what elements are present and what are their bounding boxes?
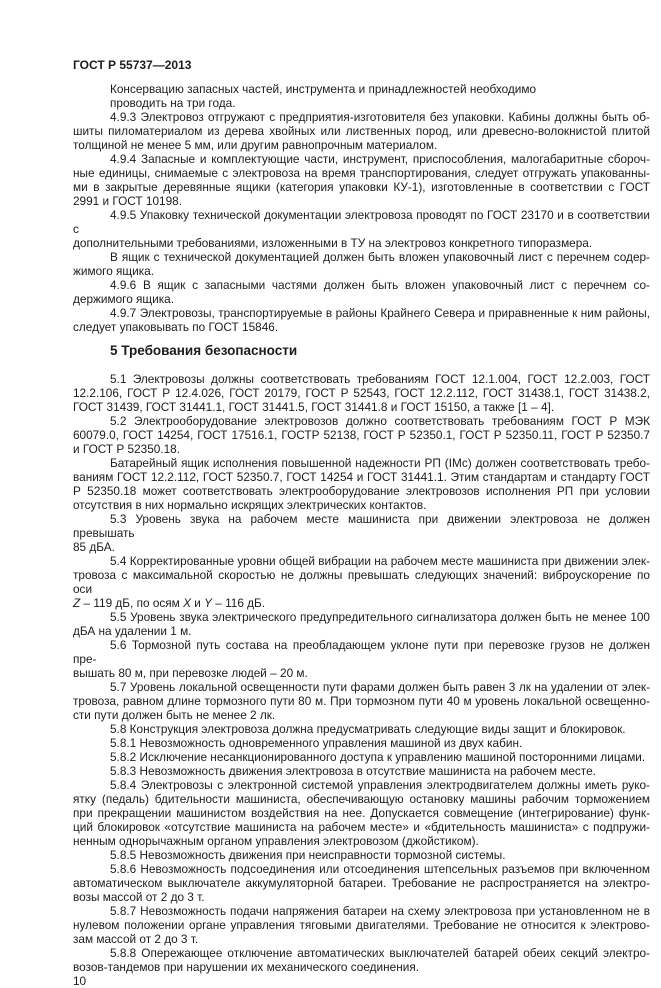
paragraph xyxy=(73,456,650,512)
paragraph xyxy=(73,250,650,278)
text-line: 5.8.8 Опережающее отключение автоматических выключателей батарей обеих секций электро- xyxy=(110,946,650,960)
text-line: 4.9.5 Упаковку технической документации электровоза проводят по ГОСТ 23170 и в соответствии с xyxy=(73,208,650,236)
text-line: шиты пиломатериалом из дерева хвойных или лиственных пород, или древесно-волокнистой плитой xyxy=(73,124,650,138)
paragraph xyxy=(73,554,650,610)
paragraph xyxy=(73,904,650,946)
text-line: 85 дБА. xyxy=(73,540,115,554)
paragraph xyxy=(73,414,650,456)
text-line: и ГОСТ Р 52350.18. xyxy=(73,442,181,456)
text-line: дополнительными требованиями, изложенными в ТУ на электровоз конкретного типоразмера. xyxy=(73,236,593,250)
document-body xyxy=(73,82,650,974)
text-line: дБА на удалении 1 м. xyxy=(73,624,192,638)
text-line: ций блокировок «отсутствие машиниста на рабочем месте» и «бдительность машиниста» с подпружи- xyxy=(73,820,650,834)
text-line: возы массой от 2 до 3 т. xyxy=(73,890,205,904)
text-line: 5.8.5 Невозможность движения при неисправности тормозной системы. xyxy=(110,848,506,862)
section-heading: 5 Требования безопасности xyxy=(110,343,298,358)
text-line: толщиной не менее 5 мм, или другим равнопрочным материалом. xyxy=(73,138,438,152)
paragraph xyxy=(73,946,650,974)
paragraph xyxy=(73,736,650,750)
text-line: 5.6 Тормозной путь состава на преобладающем уклоне пути при перевозке грузов не должен пре- xyxy=(73,638,650,666)
text-line: 4.9.6 В ящик с запасными частями должен быть вложен упаковочный лист с перечнем со- xyxy=(110,278,650,292)
paragraph xyxy=(73,110,650,152)
paragraph xyxy=(73,512,650,554)
text-line: 5.8.7 Невозможность подачи напряжения батареи на схему электровоза при установленном не в xyxy=(110,904,650,918)
text-line: тровоза, равном длине тормозного пути 80 м. При тормозном пути 40 м уровень локальной освещенно- xyxy=(73,694,650,708)
text-line: тровоза с максимальной скоростью не должны превышать следующих значений: виброускорение по оси xyxy=(73,568,650,596)
text-line: 5.8 Конструкция электровоза должна предусматривать следующие виды защит и блокировок. xyxy=(110,722,626,736)
paragraph xyxy=(73,750,650,764)
text-line: держимого ящика. xyxy=(73,292,174,306)
paragraph xyxy=(73,610,650,638)
text-line: 4.9.4 Запасные и комплектующие части, инструмент, приспособления, малогабаритные сбороч- xyxy=(110,152,650,166)
text-line: 5.2 Электрооборудование электровозов должно соответствовать требованиям ГОСТ Р МЭК xyxy=(110,414,650,428)
text-line: 5.8.1 Невозможность одновременного управления машиной из двух кабин. xyxy=(110,736,523,750)
paragraph xyxy=(73,848,650,862)
text-line: 5.7 Уровень локальной освещенности пути фарами должен быть равен 3 лк на удалении от элек- xyxy=(110,680,650,694)
text-line: ятку (педаль) бдительности машиниста, обеспечивающую остановку машины рабочим торможением xyxy=(73,792,650,806)
page-number: 10 xyxy=(73,974,87,988)
paragraph xyxy=(73,82,650,110)
paragraph xyxy=(73,778,650,848)
text-line: ваниям ГОСТ 12.2.112, ГОСТ 52350.7, ГОСТ 14254 и ГОСТ 31441.1. Этим стандартам и стандарту ГОСТ xyxy=(73,470,650,484)
text-line: 60079.0, ГОСТ 14254, ГОСТ 17516.1, ГОСТР 52138, ГОСТ Р 52350.1, ГОСТ Р 52350.11, ГОСТ Р 52350.7 xyxy=(73,428,650,442)
paragraph xyxy=(73,862,650,904)
text-line: возов-тандемов при нарушении их механического соединения. xyxy=(73,960,419,974)
text-line: при прекращении машинистом воздействия на нее. Допускается совмещение (интегрирование) функ- xyxy=(73,806,650,820)
text-line: ненным однорычажным органом управления электровозом (джойстиком). xyxy=(73,834,479,848)
text-line: жимого ящика. xyxy=(73,264,154,278)
paragraph xyxy=(73,638,650,680)
paragraph xyxy=(73,278,650,306)
text-line: отсутствия в них нормально искрящих электрических контактов. xyxy=(73,498,427,512)
text-line: 12.2.106, ГОСТ Р 12.4.026, ГОСТ 20179, ГОСТ Р 52543, ГОСТ 12.2.112, ГОСТ 31438.1, ГОСТ 31438.2, xyxy=(73,386,650,400)
text-line: следует упаковывать по ГОСТ 15846. xyxy=(73,320,279,334)
text-line: вышать 80 м, при перевозке людей – 20 м. xyxy=(73,666,308,680)
text-line: 5.1 Электровозы должны соответствовать требованиям ГОСТ 12.1.004, ГОСТ 12.2.003, ГОСТ xyxy=(110,372,650,386)
text-line: 4.9.3 Электровоз отгружают с предприятия-изготовителя без упаковки. Кабины должны быть об- xyxy=(110,110,650,124)
paragraph xyxy=(73,152,650,208)
text-line: сти пути должен быть не менее 2 лк. xyxy=(73,708,276,722)
text-line: 5.4 Корректированные уровни общей вибрации на рабочем месте машиниста при движении элек- xyxy=(110,554,650,568)
text-line: ГОСТ 31439, ГОСТ 31441.1, ГОСТ 31441.5, ГОСТ 31441.8 и ГОСТ 15150, а также [1 – 4]. xyxy=(73,400,555,414)
text-line: зам массой от 2 до 3 т. xyxy=(73,932,199,946)
text-line: проводить на три года. xyxy=(110,96,236,110)
text-line: 5.8.3 Невозможность движения электровоза в отсутствие машиниста на рабочем месте. xyxy=(110,764,596,778)
paragraph xyxy=(73,764,650,778)
text-line: 2991 и ГОСТ 10198. xyxy=(73,194,182,208)
text-line: 5.8.2 Исключение несанкционированного доступа к управлению машиной посторонними лицами. xyxy=(110,750,646,764)
paragraph xyxy=(73,208,650,250)
text-line: нулевом положении органе управления тяговыми двигателями. Требование не относится к электрово- xyxy=(73,918,650,932)
text-line: ми в закрытые деревянные ящики (категория упаковки КУ-1), изготовленные в соответствии с ГОСТ xyxy=(73,180,650,194)
text-line: 4.9.7 Электровозы, транспортируемые в районы Крайнего Севера и приравненные к ним районы, xyxy=(110,306,650,320)
text-line: 5.5 Уровень звука электрического предупредительного сигнализатора должен быть не менее 100 xyxy=(110,610,650,624)
text-line: Консервацию запасных частей, инструмента и принадлежностей необходимо xyxy=(110,82,537,96)
paragraph xyxy=(73,306,650,334)
text-line: автоматическом выключателе аккумуляторной батареи. Требование не распространяется на электро- xyxy=(73,876,650,890)
text-line: ные единицы, снимаемые с электровоза на время транспортирования, следует отгружать упакованны- xyxy=(73,166,650,180)
text-line: 5.3 Уровень звука на рабочем месте машиниста при движении электровоза не должен превышать xyxy=(73,512,650,540)
text-line: Р 52350.18 может соответствовать электрооборудование электровозов исполнения РП при условии xyxy=(73,484,650,498)
paragraph xyxy=(73,722,650,736)
paragraph xyxy=(73,372,650,414)
text-line: Батарейный ящик исполнения повышенной надежности РП (IMс) должен соответствовать требо- xyxy=(110,456,650,470)
paragraph xyxy=(73,680,650,722)
text-line: Z – 119 дБ, по осям X и Y – 116 дБ. xyxy=(73,596,266,610)
text-line: В ящик с технической документацией должен быть вложен упаковочный лист с перечнем содер- xyxy=(110,250,650,264)
standard-designation-header: ГОСТ Р 55737—2013 xyxy=(73,58,192,72)
text-line: 5.8.6 Невозможность подсоединения или отсоединения штепсельных разъемов при включенном xyxy=(110,862,650,876)
text-line: 5.8.4 Электровозы с электронной системой управления электродвигателем должны иметь руко- xyxy=(110,778,650,792)
